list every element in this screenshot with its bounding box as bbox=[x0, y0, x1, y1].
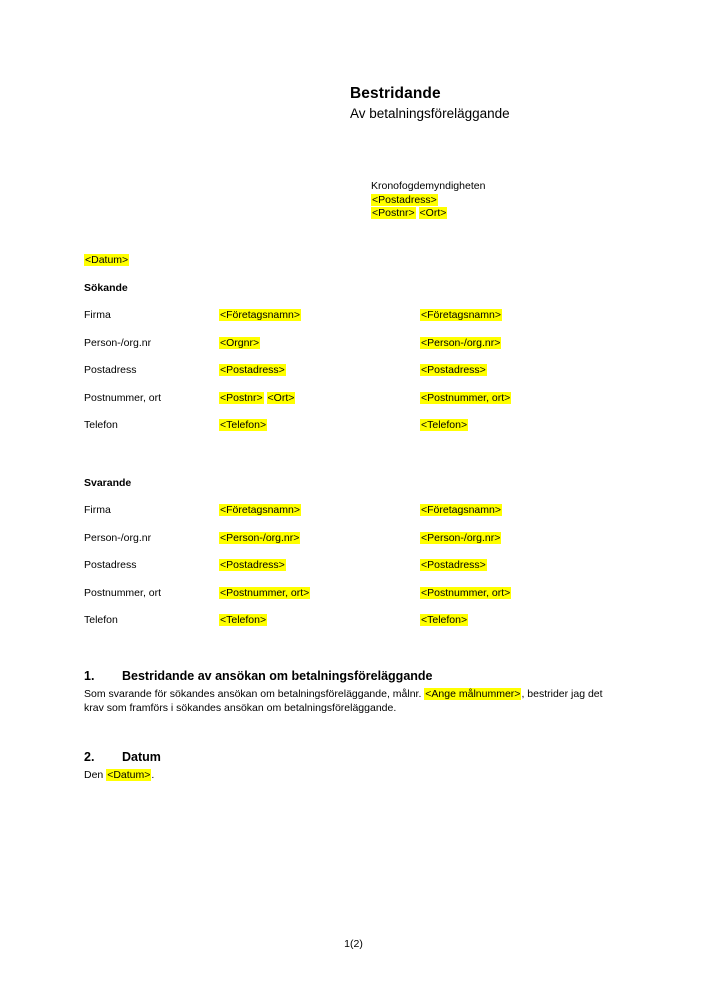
row-value-secondary bbox=[420, 558, 644, 586]
row-value-secondary bbox=[420, 418, 644, 446]
table-row bbox=[84, 418, 644, 446]
field-placeholder[interactable]: <Postadress> bbox=[421, 364, 486, 376]
row-value-primary bbox=[219, 531, 420, 559]
field-placeholder[interactable]: <Postnummer, ort> bbox=[220, 586, 310, 599]
field-placeholder[interactable]: <Företagsnamn> bbox=[421, 309, 501, 321]
field-placeholder[interactable]: <Person-/org.nr> bbox=[220, 531, 300, 544]
recipient-address-line bbox=[371, 194, 485, 208]
table-row bbox=[84, 613, 644, 641]
field-placeholder[interactable]: <Företagsnamn> bbox=[421, 504, 501, 516]
row-value-secondary bbox=[420, 363, 644, 391]
field-placeholder[interactable]: <Telefon> bbox=[220, 614, 267, 626]
section-number: 2. bbox=[84, 750, 95, 764]
table-row bbox=[84, 336, 644, 364]
field-placeholder[interactable]: <Postadress> bbox=[220, 364, 285, 376]
row-value-secondary bbox=[420, 308, 644, 336]
row-label: Postadress bbox=[84, 364, 137, 376]
field-placeholder[interactable]: <Telefon> bbox=[421, 419, 468, 431]
document-date-line bbox=[84, 253, 129, 267]
row-label: Firma bbox=[84, 504, 111, 516]
row-label: Person-/org.nr bbox=[84, 531, 152, 544]
signature-date-placeholder[interactable]: <Datum> bbox=[107, 769, 151, 781]
title-block bbox=[350, 84, 680, 123]
field-placeholder-city[interactable]: <Ort> bbox=[267, 391, 295, 404]
section-body-text-after: . bbox=[151, 769, 155, 781]
case-number-placeholder[interactable]: <Ange målnummer> bbox=[425, 688, 521, 700]
recipient-postal-line bbox=[371, 207, 485, 221]
recipient-city-placeholder[interactable]: <Ort> bbox=[419, 207, 447, 219]
recipient-postal-code-placeholder[interactable]: <Postnr> bbox=[372, 207, 415, 219]
field-placeholder-postal[interactable]: <Postnr> bbox=[220, 391, 263, 404]
field-placeholder[interactable]: <Person-/org.nr> bbox=[421, 531, 501, 544]
row-value-primary bbox=[219, 613, 420, 641]
recipient-authority: Kronofogdemyndigheten bbox=[371, 180, 486, 192]
row-value-secondary bbox=[420, 391, 644, 419]
page-title: Bestridande bbox=[350, 85, 441, 102]
field-placeholder[interactable]: <Orgnr> bbox=[220, 336, 260, 349]
table-row bbox=[84, 391, 644, 419]
page-number-indicator: 1(2) bbox=[344, 938, 363, 950]
row-value-secondary bbox=[420, 613, 644, 641]
row-label: Person-/org.nr bbox=[84, 336, 152, 349]
row-label: Firma bbox=[84, 309, 111, 321]
section-body bbox=[84, 769, 604, 783]
row-value-primary bbox=[219, 308, 420, 336]
recipient-address-block bbox=[371, 180, 485, 221]
section-heading bbox=[84, 668, 604, 684]
section-heading-text: Bestridande av ansökan om betalningsföreläggande bbox=[122, 669, 433, 683]
field-placeholder[interactable]: <Postnummer, ort> bbox=[421, 586, 511, 599]
row-label: Postnummer, ort bbox=[84, 586, 162, 599]
recipient-address-placeholder[interactable]: <Postadress> bbox=[372, 193, 437, 206]
field-placeholder[interactable]: <Telefon> bbox=[220, 419, 267, 431]
field-placeholder[interactable]: <Postadress> bbox=[421, 559, 486, 571]
party-table-sokande bbox=[84, 308, 644, 446]
document-date-placeholder[interactable]: <Datum> bbox=[85, 254, 129, 266]
section-number: 1. bbox=[84, 669, 95, 683]
party-section-sokande bbox=[84, 281, 644, 446]
row-label: Postadress bbox=[84, 559, 137, 571]
party-heading-sokande: Sökande bbox=[84, 282, 128, 294]
field-placeholder[interactable]: <Person-/org.nr> bbox=[421, 336, 501, 349]
row-value-primary bbox=[219, 558, 420, 586]
table-row bbox=[84, 586, 644, 614]
section-body bbox=[84, 688, 604, 715]
row-value-secondary bbox=[420, 503, 644, 531]
section-body-text-after: , bestrider jag det krav som framförs i sökandes ansökan om betalningsföreläggande. bbox=[84, 688, 603, 714]
row-value-secondary bbox=[420, 586, 644, 614]
row-value-secondary bbox=[420, 531, 644, 559]
field-placeholder[interactable]: <Företagsnamn> bbox=[220, 309, 300, 321]
section-body-text-before: Den bbox=[84, 769, 107, 781]
table-row bbox=[84, 308, 644, 336]
row-label: Postnummer, ort bbox=[84, 391, 162, 404]
table-row bbox=[84, 503, 644, 531]
party-table-svarande bbox=[84, 503, 644, 641]
row-value-primary bbox=[219, 336, 420, 364]
table-row bbox=[84, 531, 644, 559]
row-label: Telefon bbox=[84, 614, 118, 626]
section-bestridande bbox=[84, 668, 604, 715]
row-value-secondary bbox=[420, 336, 644, 364]
section-body-text-before: Som svarande för sökandes ansökan om betalningsföreläggande, målnr. bbox=[84, 688, 425, 700]
field-placeholder[interactable]: <Telefon> bbox=[421, 614, 468, 626]
field-placeholder[interactable]: <Företagsnamn> bbox=[220, 504, 300, 516]
field-placeholder[interactable]: <Postnummer, ort> bbox=[421, 391, 511, 404]
table-row bbox=[84, 363, 644, 391]
party-heading-svarande: Svarande bbox=[84, 477, 132, 489]
table-row bbox=[84, 558, 644, 586]
row-value-primary bbox=[219, 503, 420, 531]
page-subtitle: Av betalningsföreläggande bbox=[350, 106, 510, 121]
page-footer bbox=[0, 937, 707, 951]
row-label: Telefon bbox=[84, 419, 118, 431]
section-heading bbox=[84, 749, 604, 765]
field-placeholder[interactable]: <Postadress> bbox=[220, 559, 285, 571]
row-value-primary bbox=[219, 391, 420, 419]
row-value-primary bbox=[219, 418, 420, 446]
party-section-svarande bbox=[84, 476, 644, 641]
section-datum bbox=[84, 749, 604, 783]
row-value-primary bbox=[219, 586, 420, 614]
row-value-primary bbox=[219, 363, 420, 391]
section-heading-text: Datum bbox=[122, 750, 161, 764]
